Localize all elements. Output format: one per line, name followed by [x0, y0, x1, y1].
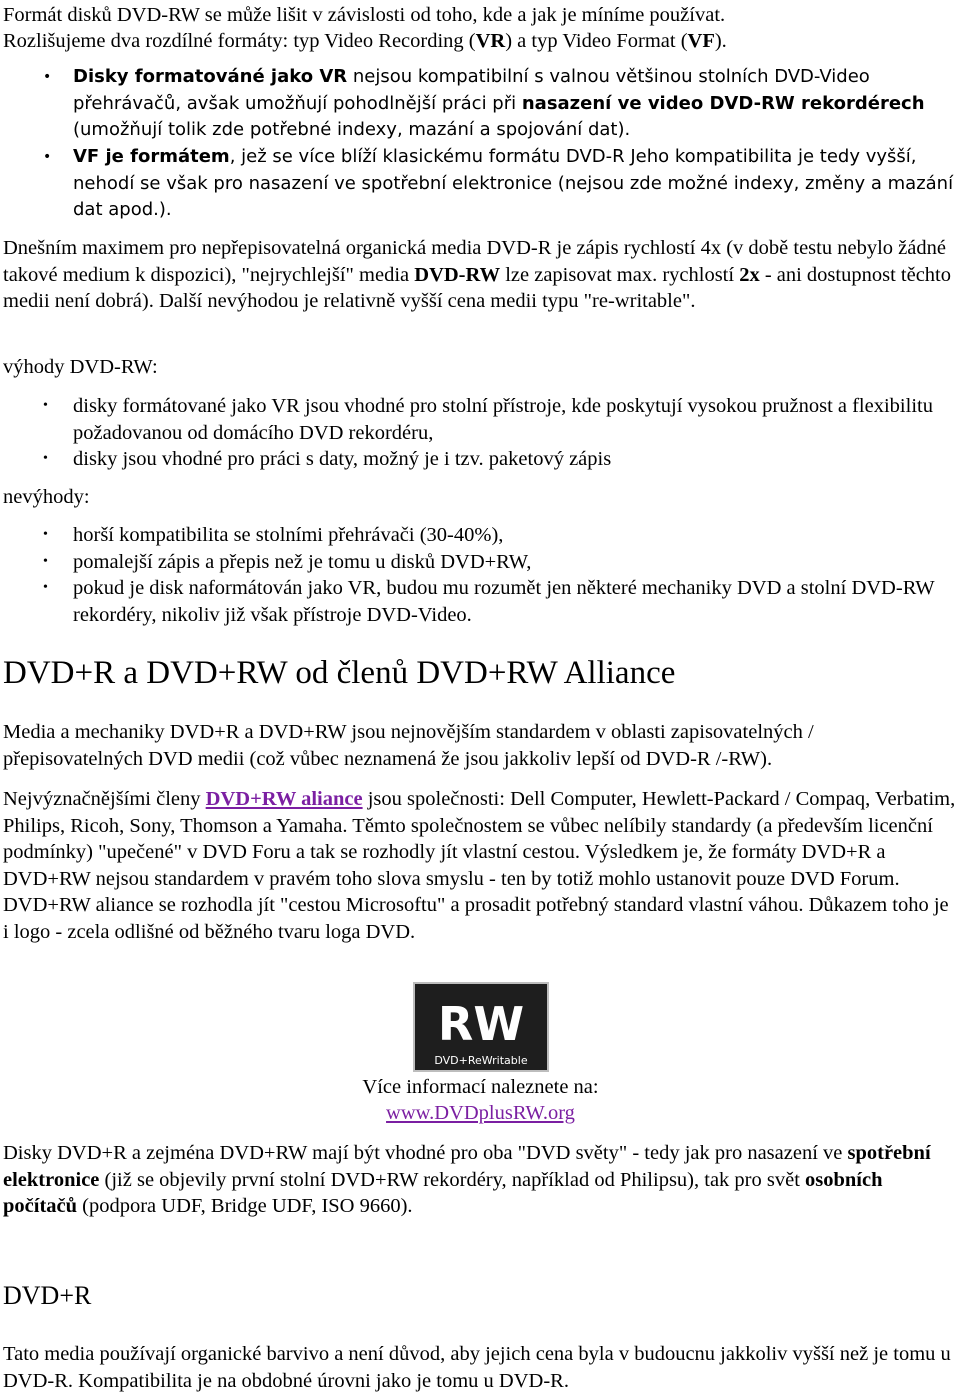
- dvdr-speed-paragraph: Dnešním maximem pro nepřepisovatelná organická media DVD-R je zápis rychlostí 4x (v době testu nebylo žádné takové medium k dispozici), "nejrychlejší" media DVD-RW lze zapisovat max. rychlostí 2x - ani dostupnost těchto medii není dobrá). Další nevýhodou je relativně vyšší cena medii typu "re-writable".: [3, 237, 951, 312]
- advantage-item: • disky jsou vhodné pro práci s daty, možný je i tzv. paketový zápis: [3, 446, 958, 473]
- more-info-label: Více informací naleznete na:: [362, 1076, 599, 1098]
- bullet-icon: •: [43, 451, 48, 466]
- disadvantage-item: • horší kompatibilita se stolními přehrávači (30-40%),: [3, 522, 958, 549]
- intro-line-2: Rozlišujeme dva rozdílné formáty: typ Video Recording (VR) a typ Video Format (VF).: [3, 30, 727, 52]
- section-heading-dvdr: DVD+R: [3, 1281, 92, 1310]
- format-bullet-vf: • VF je formátem, jež se více blíží klasickému formátu DVD-R Jeho kompatibilita je tedy vyšší, nehodí se však pro nasazení ve spotřební elektronice (nejsou zde možné indexy, změny a mazání dat apod.).: [43, 146, 954, 220]
- rw-logo-icon: [415, 984, 547, 1070]
- bullet-icon: •: [43, 527, 48, 542]
- logo-caption-text: DVD+ReWritable: [434, 1054, 528, 1067]
- disadvantages-heading: nevýhody:: [3, 486, 90, 508]
- bullet-icon: •: [43, 398, 48, 413]
- dvd-rewritable-logo: [413, 982, 549, 1072]
- format-bullet-list: [3, 64, 958, 224]
- bullet-icon: •: [43, 69, 52, 85]
- bullet-icon: •: [43, 553, 48, 569]
- advantages-list: [3, 393, 958, 473]
- alliance-paragraph-1: Media a mechaniky DVD+R a DVD+RW jsou nejnovějším standardem v oblasti zapisovatelných / přepisovatelných DVD medii (což vůbec neznamená že jsou jakkoliv lepší od DVD-R /-RW).: [3, 721, 814, 770]
- dvdrw-alliance-link[interactable]: DVD+RW aliance: [205, 788, 363, 810]
- intro-line-1: Formát disků DVD-RW se může lišit v závislosti od toho, kde a jak je míníme používat.: [3, 4, 726, 26]
- section-heading-alliance: DVD+R a DVD+RW od členů DVD+RW Alliance: [3, 655, 676, 691]
- logo-rw-text: RW: [437, 997, 525, 1051]
- disadvantage-item: • pomalejší zápis a přepis než je tomu u disků DVD+RW,: [3, 549, 958, 576]
- disadvantage-item: • pokud je disk naformátován jako VR, budou mu rozumět jen některé mechaniky DVD a stolní DVD-RW rekordéry, nikoliv již však přístroje DVD-Video.: [43, 577, 935, 626]
- dvdplusrw-link[interactable]: www.DVDplusRW.org: [386, 1102, 575, 1124]
- more-info-link-row: [3, 1100, 958, 1127]
- advantages-heading: výhody DVD-RW:: [3, 356, 158, 378]
- usage-paragraph: Disky DVD+R a zejména DVD+RW mají být vhodné pro oba "DVD světy" - tedy jak pro nasazení ve spotřební elektronice (již se objevily první stolní DVD+RW rekordéry, například od Philipsu), tak pro svět osobních počítačů (podpora UDF, Bridge UDF, ISO 9660).: [3, 1142, 931, 1217]
- disadvantages-list: [3, 522, 958, 628]
- dvdr-paragraph: Tato media používají organické barvivo a není důvod, aby jejich cena byla v budoucnu jakkoliv vyšší než je tomu u DVD-R. Kompatibilita je na obdobné úrovni jako je tomu u DVD-R.: [3, 1343, 951, 1392]
- bullet-icon: •: [43, 149, 52, 165]
- advantage-item: • disky formátované jako VR jsou vhodné pro stolní přístroje, kde poskytují vysokou pružnost a flexibilitu požadovanou od domácího DVD rekordéru,: [43, 395, 933, 444]
- format-bullet-vr: • Disky formatováné jako VR nejsou kompatibilní s valnou většinou stolních DVD-Video přehrávačů, avšak umožňují pohodlnější práci při nasazení ve video DVD-RW rekordérech (umožňují tolik zde potřebné indexy, mazání a spojování dat).: [43, 66, 925, 140]
- alliance-paragraph-2: Nejvýznačnějšími členy DVD+RW aliance jsou společnosti: Dell Computer, Hewlett-Packard / Compaq, Verbatim, Philips, Ricoh, Sony, Thomson a Yamaha. Těmto společnostem se vůbec nelíbily standardy (a především licenční podmínky) "upečené" v DVD Foru a tak se rozhodly jít vlastní cestou. Výsledkem je, že formáty DVD+R a DVD+RW nejsou standardem v pravém toho slova smyslu - ten by totiž mohlo ustanovit pouze DVD Forum. DVD+RW aliance se rozhodla jít "cestou Microsoftu" a prosadit potřebný standard vlastní váhou. Důkazem toho je i logo - zcela odlišné od běžného tvaru loga DVD.: [3, 788, 956, 943]
- bullet-icon: •: [43, 580, 48, 595]
